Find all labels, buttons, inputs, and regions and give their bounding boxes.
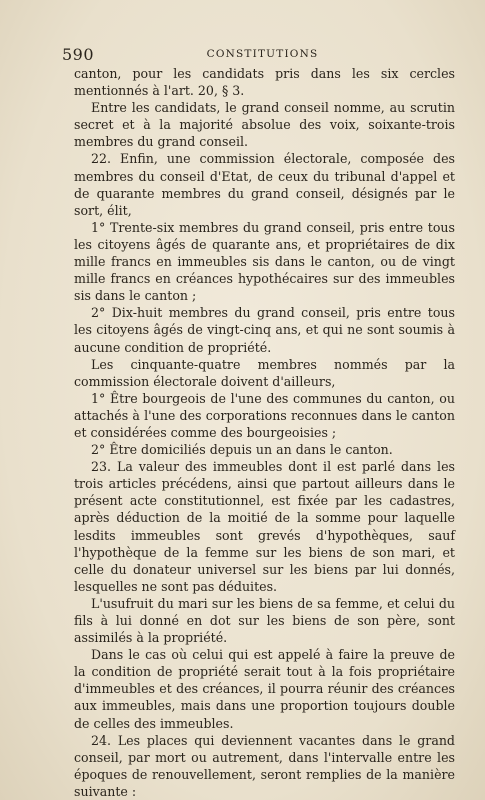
paragraph: 24. Les places qui deviennent vacantes dans le grand conseil, par mort ou autrement, dans l'intervalle entre les époques de renouvellement, seront remplies de la manière suivante : bbox=[74, 732, 455, 799]
paragraph: 2° Dix-huit membres du grand conseil, pris entre tous les citoyens âgés de vingt-cinq ans, et qui ne sont soumis à aucune condition de propriété. bbox=[74, 305, 455, 355]
paragraph: canton, pour les candidats pris dans les six cercles mentionnés à l'art. 20, § 3. bbox=[74, 66, 455, 99]
page-header bbox=[62, 45, 463, 63]
paragraph: 1° Être bourgeois de l'une des communes du canton, ou attachés à l'une des corporations reconnues dans le canton et considérées comme des bourgeoisies ; bbox=[74, 390, 455, 440]
running-title: CONSTITUTIONS bbox=[206, 48, 319, 60]
paragraph: Les cinquante-quatre membres nommés par la commission électorale doivent d'ailleurs, bbox=[74, 356, 455, 389]
paragraph: 1° Trente-six membres du grand conseil, pris entre tous les citoyens âgés de quarante ans, et propriétaires de dix mille francs en immeubles sis dans le canton, ou de vingt mille francs en créances hypothécaires sur des immeubles sis dans le canton ; bbox=[74, 219, 455, 304]
paragraph: L'usufruit du mari sur les biens de sa femme, et celui du fils à lui donné en dot sur les biens de son père, sont assimilés à la propriété. bbox=[74, 595, 455, 646]
paragraph: 22. Enfin, une commission électorale, composée des membres du conseil d'Etat, de ceux du tribunal d'appel et de quarante membres du grand conseil, désignés par le sort, élit, bbox=[74, 151, 455, 218]
paragraph: Dans le cas où celui qui est appelé à faire la preuve de la condition de propriété serait tout à la fois propriétaire d'immeubles et des créances, il pourra réunir des créances aux immeubles, mais dans une proportion toujours double de celles des immeubles. bbox=[74, 647, 455, 731]
paragraph: 2° Être domiciliés depuis un an dans le canton. bbox=[91, 442, 393, 458]
page-body bbox=[74, 65, 455, 800]
page-number: 590 bbox=[62, 45, 95, 64]
paragraph: 23. La valeur des immeubles dont il est parlé dans les trois articles précédens, ainsi que partout ailleurs dans le présent acte constitutionnel, est fixée par les cadastres, après déduction de la moitié de la somme pour laquelle lesdits immeubles sont grevés d'hypothèques, sauf l'hypothèque de la femme sur les biens de son mari, et celle du donateur universel sur les biens par lui donnés, lesquelles ne sont pas déduites. bbox=[74, 459, 455, 594]
paragraph: Entre les candidats, le grand conseil nomme, au scrutin secret et à la majorité absolue des voix, soixante-trois membres du grand conseil. bbox=[74, 100, 455, 150]
